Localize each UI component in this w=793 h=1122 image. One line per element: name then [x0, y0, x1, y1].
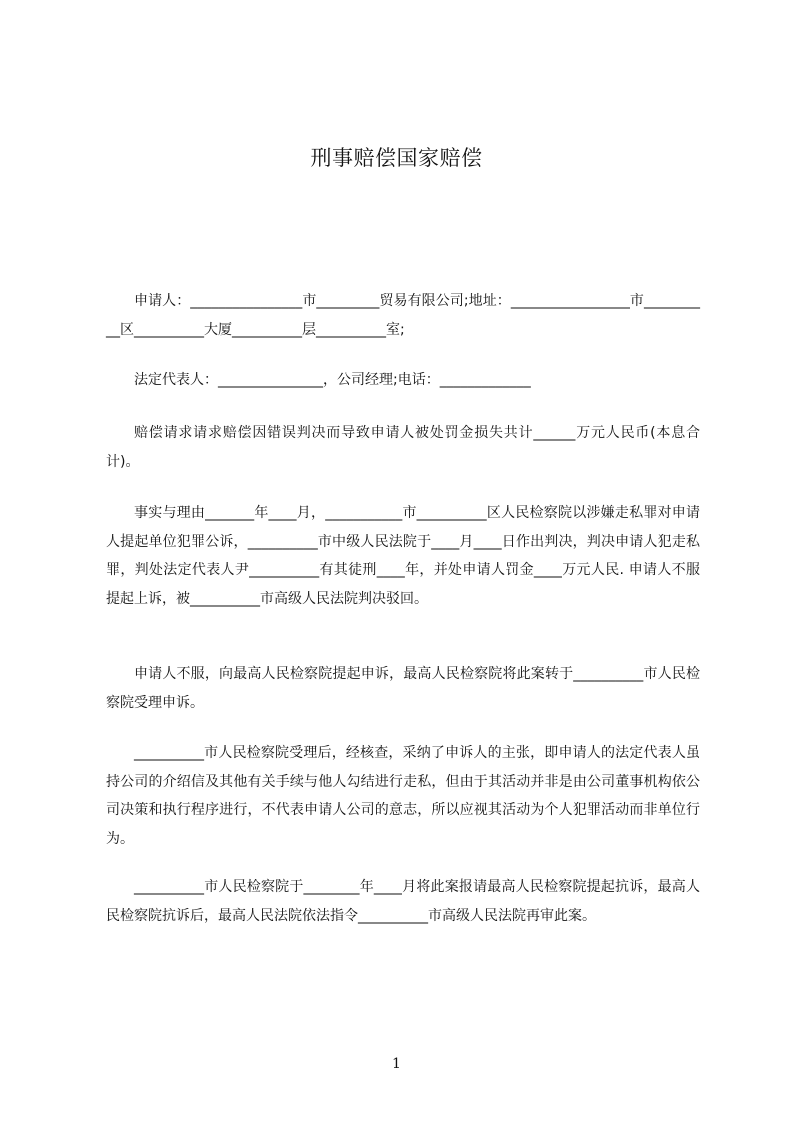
paragraph-legal-representative: 法定代表人：_______________，公司经理;电话：_____________ — [134, 372, 531, 388]
paragraph-procuratorate-review: __________市人民检察院受理后，经核查，采纳了申诉人的主张，即申请人的法定代表人虽持公司的介绍信及其他有关手续与他人勾结进行走私，但由于其活动并非是由公司董事机构依公司决策和执行程序进行，不代表申请人公司的意志，所以应视其活动为个人犯罪活动而非单位行为。 — [106, 745, 700, 847]
page-number: 1 — [392, 1056, 401, 1072]
paragraph-facts-and-reasons: 事实与理由_______年____月，___________市__________区人民检察院以涉嫌走私罪对申请人提起单位犯罪公诉，__________市中级人民法院于____月____日作出判决，判决申请人犯走私罪，判处法定代表人尹__________有其徒刑____年，并处申请人罚金____万元人民. 申请人不服提起上诉，被__________市高级人民法院判决驳回。 — [106, 505, 700, 607]
paragraph-appeal: 申请人不服，向最高人民检察院提起申诉，最高人民检察院将此案转于__________市人民检察院受理申诉。 — [106, 666, 700, 711]
paragraph-compensation-request: 赔偿请求请求赔偿因错误判决而导致申请人被处罚金损失共计______万元人民币(本息合计)。 — [106, 425, 700, 470]
document-title: 刑事赔偿国家赔偿 — [310, 146, 483, 170]
paragraph-applicant: 申请人：________________市_________贸易有限公司;地址：_________________市__________区__________大厦__________层__________室; — [106, 293, 700, 338]
paragraph-protest-retrial: __________市人民检察院于________年____月将此案报请最高人民检察院提起抗诉，最高人民检察院抗诉后，最高人民法院依法指令__________市高级人民法院再审此案。 — [106, 879, 700, 924]
